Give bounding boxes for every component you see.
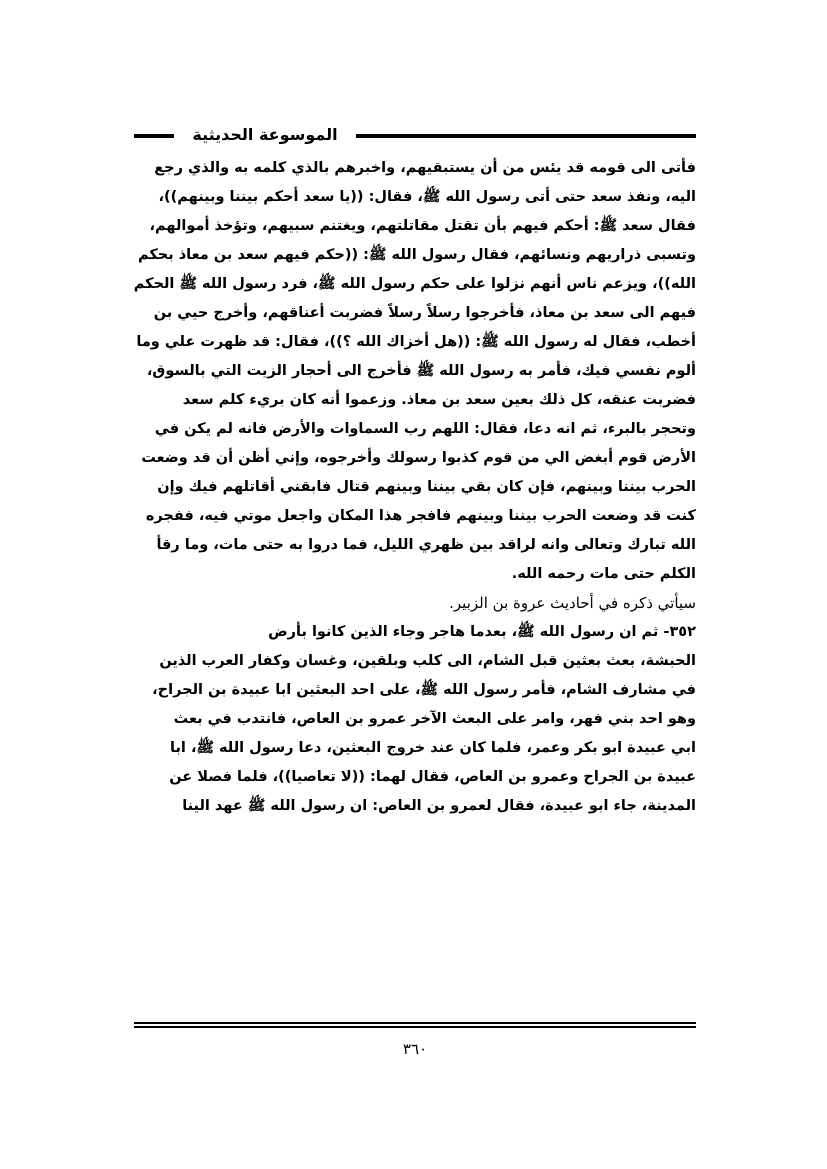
text-line: وتسبى ذراريهم ونسائهم، فقال رسول الله ﷺ: ((حكم فيهم سعد بن معاذ بحكم [137, 247, 696, 263]
text-line: الحرب بيننا وبينهم، فإن كان بقي بيننا وبينهم قتال فابقني أقاتلهم فيك وإن [157, 479, 696, 495]
hadith-352-start: ٣٥٢- ثم ان رسول الله ﷺ، بعدما هاجر وجاء الذين كانوا بأرض [268, 624, 696, 640]
body-text [134, 154, 696, 821]
header-title: الموسوعة الحديثية [192, 125, 338, 144]
text-line: فقال سعد ﷺ: أحكم فيهم بأن تقتل مقاتلتهم، ويغتنم سبيهم، وتؤخذ أموالهم، [149, 218, 696, 234]
cross-reference-note: سيأتي ذكره في أحاديث عروة بن الزبير. [449, 594, 696, 612]
text-line: فأتى الى قومه قد يئس من أن يستبقيهم، واخبرهم بالذي كلمه به والذي رجع [154, 160, 696, 176]
text-line: فيهم الى سعد بن معاذ، فأخرجوا رسلاً رسلاً فضربت أعناقهم، وأخرج حيي بن [153, 305, 696, 321]
text-line: فضربت عنقه، كل ذلك بعين سعد بن معاذ. وزعموا أنه كان بريء كلم سعد [182, 392, 696, 408]
text-line: كنت قد وضعت الحرب بيننا وبينهم فافجر هذا المكان واجعل موتي فيه، ففجره [145, 508, 696, 524]
text-line: في مشارف الشام، فأمر رسول الله ﷺ، على احد البعثين ابا عبيدة بن الجراح، [152, 682, 696, 698]
text-line: الله تبارك وتعالى وانه لراقد بين ظهري الليل، فما دروا به حتى مات، وما رقأ [156, 537, 696, 553]
running-header [134, 125, 696, 148]
text-line: عبيدة بن الجراح وعمرو بن العاص، فقال لهما: ((لا تعاصيا))، فلما فصلا عن [169, 769, 696, 785]
text-line: ابي عبيدة ابو بكر وعمر، فلما كان عند خروج البعثين، دعا رسول الله ﷺ، ابا [170, 740, 696, 756]
text-line: الحبشة، بعث بعثين قبل الشام، الى كلب وبلقين، وغسان وكفار العرب الذين [159, 653, 696, 669]
text-line: ألوم نفسي فيك، فأمر به رسول الله ﷺ فأخرج الى أحجار الزيت التي بالسوق، [146, 363, 696, 379]
text-line: وتحجر بالبرء، ثم انه دعا، فقال: اللهم رب السماوات والأرض فانه لم يكن في [154, 421, 696, 437]
text-line: اليه، ونفذ سعد حتى أتى رسول الله ﷺ، فقال: ((يا سعد أحكم بيننا وبينهم))، [158, 189, 696, 205]
text-line: الأرض قوم أبغض الي من قوم كذبوا رسولك وأخرجوه، وإني أظن أن قد وضعت [141, 450, 696, 466]
text-line: وهو احد بني فهر، وامر على البعث الآخر عمرو بن العاص، فانتدب في بعث [173, 711, 696, 727]
header-rule-right [356, 134, 696, 138]
page-number: ٣٦٠ [402, 1040, 428, 1058]
text-line: المدينة، جاء ابو عبيدة، فقال لعمرو بن العاص: ان رسول الله ﷺ عهد الينا [182, 798, 696, 814]
text-line: الكلم حتى مات رحمه الله. [511, 566, 696, 582]
header-rule-left [134, 134, 174, 138]
text-line: الله))، ويزعم ناس أنهم نزلوا على حكم رسول الله ﷺ، فرد رسول الله ﷺ الحكم [134, 276, 696, 292]
footer-rule [134, 1022, 696, 1028]
text-line: أخطب، فقال له رسول الله ﷺ: ((هل أخزاك الله ؟))، فقال: قد ظهرت علي وما [136, 334, 696, 350]
